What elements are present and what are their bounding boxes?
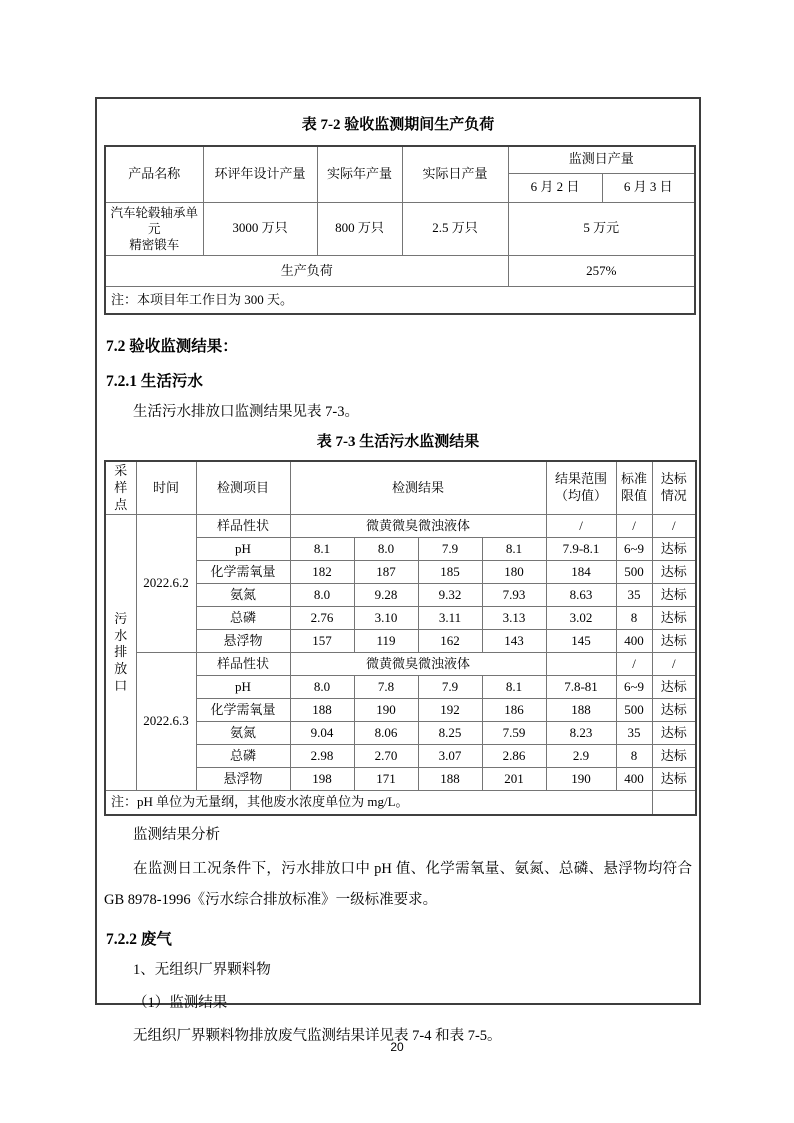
result-header: 检测结果 (290, 461, 546, 515)
value-cell: 119 (354, 630, 418, 653)
heading-7-2: 7.2 验收监测结果： (106, 337, 238, 355)
value-cell: 157 (290, 630, 354, 653)
item-cell: 化学需氧量 (196, 561, 290, 584)
date-cell: 2022.6.2 (136, 515, 196, 653)
limit-cell: 400 (616, 768, 652, 791)
table-row (105, 515, 696, 538)
value-cell: 180 (482, 561, 546, 584)
para-7-2-1: 生活污水排放口监测结果见表 7-3。 (133, 403, 359, 420)
limit-cell: / (616, 515, 652, 538)
limit-cell: 500 (616, 699, 652, 722)
value-cell: 3.13 (482, 607, 546, 630)
value-cell: 2.76 (290, 607, 354, 630)
value-cell: 3.11 (418, 607, 482, 630)
status-cell: / (652, 515, 696, 538)
heading-7-2-2: 7.2.2 废气 (106, 930, 172, 948)
limit-cell: 35 (616, 584, 652, 607)
range-cell: 7.8-81 (546, 676, 616, 699)
status-cell: 达标 (652, 607, 696, 630)
value-cell: 7.9 (418, 538, 482, 561)
table-7-2-title: 表 7-2 验收监测期间生产负荷 (301, 117, 495, 133)
character-cell: 微黄微臭微浊液体 (290, 515, 546, 538)
value-cell: 187 (354, 561, 418, 584)
table-row (105, 791, 696, 815)
range-cell: 8.63 (546, 584, 616, 607)
table-row (105, 256, 695, 287)
value-cell: 7.59 (482, 722, 546, 745)
range-cell: 8.23 (546, 722, 616, 745)
value-cell: 162 (418, 630, 482, 653)
limit-cell: 8 (616, 607, 652, 630)
date-cell: 2022.6.3 (136, 653, 196, 791)
range-cell: 2.9 (546, 745, 616, 768)
status-cell: 达标 (652, 722, 696, 745)
limit-cell: / (616, 653, 652, 676)
value-cell: 7.8 (354, 676, 418, 699)
value-cell: 9.04 (290, 722, 354, 745)
status-cell: 达标 (652, 768, 696, 791)
value-cell: 9.28 (354, 584, 418, 607)
status-cell: 达标 (652, 584, 696, 607)
analysis-body: 在监测日工况条件下，污水排放口中 pH 值、化学需氧量、氨氮、总磷、悬浮物均符合 GB 8978-1996《污水综合排放标准》一级标准要求。 (104, 860, 692, 908)
time-header: 时间 (136, 461, 196, 515)
limit-cell: 35 (616, 722, 652, 745)
range-cell: 3.02 (546, 607, 616, 630)
item-cell: 样品性状 (196, 515, 290, 538)
actual-year-header: 实际年产量 (317, 146, 402, 202)
para-7-2-2-item: 1、无组织厂界颗料物 (133, 961, 271, 978)
table-row (105, 653, 696, 676)
character-cell: 微黄微臭微浊液体 (290, 653, 546, 676)
status-cell: / (652, 653, 696, 676)
table-7-3-title: 表 7-3 生活污水监测结果 (316, 433, 480, 450)
range-cell: 145 (546, 630, 616, 653)
status-cell: 达标 (652, 745, 696, 768)
sample-point-cell: 污水排放口 (105, 515, 136, 791)
range-cell: / (546, 515, 616, 538)
value-cell: 201 (482, 768, 546, 791)
value-cell: 198 (290, 768, 354, 791)
item-header: 检测项目 (196, 461, 290, 515)
table-row (105, 287, 695, 314)
actual-year-cell: 800 万只 (317, 202, 402, 256)
value-cell: 171 (354, 768, 418, 791)
limit-header: 标准限值 (616, 461, 652, 515)
status-cell: 达标 (652, 538, 696, 561)
product-header: 产品名称 (105, 146, 203, 202)
design-year-header: 环评年设计产量 (203, 146, 317, 202)
item-cell: 总磷 (196, 745, 290, 768)
value-cell: 188 (418, 768, 482, 791)
monitor-value-cell: 5 万元 (508, 202, 695, 256)
item-cell: 样品性状 (196, 653, 290, 676)
item-cell: pH (196, 538, 290, 561)
actual-day-header: 实际日产量 (402, 146, 508, 202)
item-cell: 氨氮 (196, 584, 290, 607)
monitor-day-header: 监测日产量 (508, 146, 695, 173)
value-cell: 9.32 (418, 584, 482, 607)
range-cell: 188 (546, 699, 616, 722)
limit-cell: 500 (616, 561, 652, 584)
value-cell: 7.9 (418, 676, 482, 699)
limit-cell: 6~9 (616, 538, 652, 561)
value-cell: 7.93 (482, 584, 546, 607)
value-cell: 8.0 (290, 676, 354, 699)
para-7-2-2-reference: 无组织厂界颗料物排放废气监测结果详见表 7-4 和表 7-5。 (133, 1027, 502, 1044)
value-cell: 2.98 (290, 745, 354, 768)
page-number: 20 (390, 1040, 404, 1054)
status-header: 达标情况 (652, 461, 696, 515)
value-cell: 190 (354, 699, 418, 722)
value-cell: 3.07 (418, 745, 482, 768)
sample-point-header: 采样点 (105, 461, 136, 515)
item-cell: 总磷 (196, 607, 290, 630)
product-name-cell: 汽车轮毂轴承单元 精密锻车 (105, 202, 203, 256)
status-cell: 达标 (652, 630, 696, 653)
status-cell: 达标 (652, 699, 696, 722)
value-cell: 8.0 (354, 538, 418, 561)
limit-cell: 400 (616, 630, 652, 653)
value-cell: 8.1 (482, 538, 546, 561)
range-cell: 7.9-8.1 (546, 538, 616, 561)
table-header-row (105, 461, 696, 515)
t2-note-cell: 注：本项目年工作日为 300 天。 (105, 287, 695, 314)
value-cell: 8.0 (290, 584, 354, 607)
analysis-title: 监测结果分析 (133, 826, 220, 843)
june3-header: 6 月 3 日 (602, 173, 695, 202)
table-row (105, 202, 695, 256)
range-header: 结果范围（均值） (546, 461, 616, 515)
status-cell: 达标 (652, 676, 696, 699)
value-cell: 192 (418, 699, 482, 722)
value-cell: 143 (482, 630, 546, 653)
limit-cell: 8 (616, 745, 652, 768)
load-value-cell: 257% (508, 256, 695, 287)
value-cell: 185 (418, 561, 482, 584)
item-cell: 悬浮物 (196, 768, 290, 791)
item-cell: 化学需氧量 (196, 699, 290, 722)
status-cell: 达标 (652, 561, 696, 584)
actual-day-cell: 2.5 万只 (402, 202, 508, 256)
table-7-2 (104, 145, 696, 315)
load-label-cell: 生产负荷 (105, 256, 508, 287)
table-row (105, 146, 695, 173)
heading-7-2-1: 7.2.1 生活污水 (106, 372, 203, 390)
limit-cell: 6~9 (616, 676, 652, 699)
range-cell: 184 (546, 561, 616, 584)
value-cell: 2.86 (482, 745, 546, 768)
value-cell: 186 (482, 699, 546, 722)
value-cell: 8.1 (290, 538, 354, 561)
value-cell: 182 (290, 561, 354, 584)
item-cell: 悬浮物 (196, 630, 290, 653)
item-cell: pH (196, 676, 290, 699)
range-cell: 190 (546, 768, 616, 791)
june2-header: 6 月 2 日 (508, 173, 602, 202)
range-cell (546, 653, 616, 676)
value-cell: 188 (290, 699, 354, 722)
table-7-3 (104, 460, 697, 816)
content-frame (95, 97, 701, 1044)
value-cell: 8.25 (418, 722, 482, 745)
item-cell: 氨氮 (196, 722, 290, 745)
value-cell: 8.1 (482, 676, 546, 699)
design-year-cell: 3000 万只 (203, 202, 317, 256)
para-7-2-2-result-label: （1）监测结果 (133, 994, 228, 1011)
value-cell: 2.70 (354, 745, 418, 768)
value-cell: 8.06 (354, 722, 418, 745)
t3-note-cell: 注：pH 单位为无量纲，其他废水浓度单位为 mg/L。 (105, 791, 652, 815)
value-cell: 3.10 (354, 607, 418, 630)
